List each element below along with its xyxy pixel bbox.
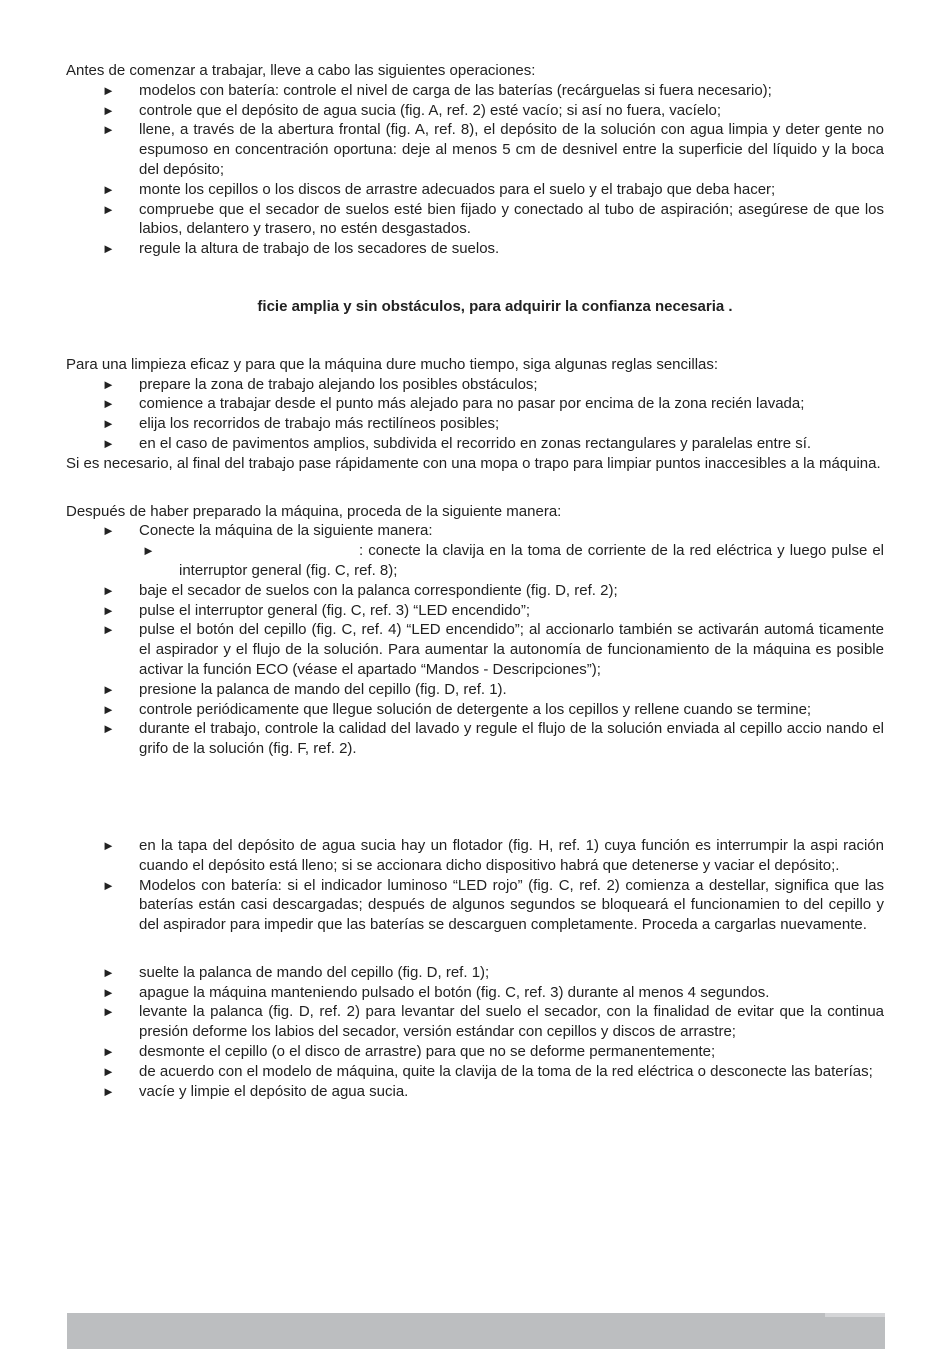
warnings-list [66,836,884,935]
bullet-arrow-icon: ► [102,201,115,217]
footer-notch [825,1313,885,1317]
bullet-arrow-icon: ► [102,1083,115,1099]
list-item: ► llene, a través de la abertura frontal (fig. A, ref. 8), el depósito de la solución con agua limpia y deter gente no espumoso en concentración oportuna: deje al menos 5 cm de desnivel entre la superficie del líquido y la boca del depósito; [102,121,884,178]
list-item: ► elija los recorridos de trabajo más rectilíneos posibles; [102,415,500,433]
list-item: ► pulse el botón del cepillo (fig. C, ref. 4) “LED encendido”; al accionarlo también se activarán automá ticamente el aspirador y el flujo de la solución. Para aumentar la autonomía de funcionamiento de la máquina es posible activar la función ECO (véase el apartado “Mandos - Descripciones”); [102,621,884,678]
bullet-arrow-icon: ► [102,837,115,853]
rules-outro: Si es necesario, al final del trabajo pase rápidamente con una mopa o trapo para limpiar puntos inaccesibles a la máquina. [66,454,881,472]
list-item: ► comience a trabajar desde el punto más alejado para no pasar por encima de la zona recién lavada; [102,395,805,413]
list-item: ► prepare la zona de trabajo alejando los posibles obstáculos; [102,375,538,393]
bullet-arrow-icon: ► [102,396,115,412]
list-item: ► baje el secador de suelos con la palanca correspondiente (fig. D, ref. 2); [102,581,618,599]
bullet-arrow-icon: ► [102,82,115,98]
list-item: ► controle que el depósito de agua sucia (fig. A, ref. 2) esté vacío; si así no fuera, vacíelo; [102,101,722,119]
bullet-arrow-icon: ► [102,102,115,118]
bullet-arrow-icon: ► [142,543,155,559]
bullet-arrow-icon: ► [102,1044,115,1060]
list-item: ► pulse el interruptor general (fig. C, ref. 3) “LED encendido”; [102,601,531,619]
list-item: ► desmonte el cepillo (o el disco de arrastre) para que no se deforme permanentemente; [102,1043,716,1061]
bullet-arrow-icon: ► [102,416,115,432]
bullet-arrow-icon: ► [102,1063,115,1079]
prep-list [66,81,884,259]
list-item: ► en la tapa del depósito de agua sucia hay un flotador (fig. H, ref. 1) cuya función es interrumpir la aspi ración cuando el depósito está lleno; si se accionara dicho dispositivo habrá que detenerse y vaciar el depósito;. [102,836,884,874]
document-page [66,61,884,1101]
note-text: ficie amplia y sin obstáculos, para adquirir la confianza necesaria . [257,297,733,315]
rules-list [66,375,884,454]
sub-list-item: ► : conecte la clavija en la toma de corriente de la red eléctrica y luego pulse el interruptor general (fig. C, ref. 8); [142,542,884,579]
list-item: ► suelte la palanca de mando del cepillo (fig. D, ref. 1); [102,963,490,981]
bullet-arrow-icon: ► [102,877,115,893]
bullet-arrow-icon: ► [102,964,115,980]
list-item: ► regule la altura de trabajo de los secadores de suelos. [102,240,500,258]
bullet-arrow-icon: ► [102,241,115,257]
footer-bar [67,1313,885,1349]
bullet-arrow-icon: ► [102,435,115,451]
operation-list [66,521,884,759]
list-item: ► presione la palanca de mando del cepillo (fig. D, ref. 1). [102,680,507,698]
list-item: ► compruebe que el secador de suelos esté bien fijado y conectado al tubo de aspiración; asegúrese de que los labios, delantero y trasero, no estén desgastados. [102,200,884,238]
list-item: ► levante la palanca (fig. D, ref. 2) para levantar del suelo el secador, con la finalidad de evitar que la continua presión deforme los labios del secador, versión estándar con cepillos y discos de arrastre; [102,1003,884,1041]
end-list [66,963,884,1102]
list-item: ► vacíe y limpie el depósito de agua sucia. [102,1082,409,1100]
list-item: ► durante el trabajo, controle la calidad del lavado y regule el flujo de la solución enviada al cepillo accio nando el grifo de la solución (fig. F, ref. 2). [102,720,884,758]
list-item: ► monte los cepillos o los discos de arrastre adecuados para el suelo y el trabajo que deba hacer; [102,180,776,198]
bullet-arrow-icon: ► [102,582,115,598]
prep-intro: Antes de comenzar a trabajar, lleve a cabo las siguientes operaciones: [66,62,536,79]
list-item: ► de acuerdo con el modelo de máquina, quite la clavija de la toma de la red eléctrica o desconecte las baterías; [102,1062,873,1080]
list-item: ► en el caso de pavimentos amplios, subdivida el recorrido en zonas rectangulares y paralelas entre sí. [102,434,812,452]
bullet-arrow-icon: ► [102,376,115,392]
bullet-arrow-icon: ► [102,721,115,737]
bullet-arrow-icon: ► [102,701,115,717]
bullet-arrow-icon: ► [102,1004,115,1020]
list-item: ► Conecte la máquina de la siguiente manera: [102,522,433,540]
bullet-arrow-icon: ► [102,181,115,197]
bullet-arrow-icon: ► [102,984,115,1000]
list-item: ► controle periódicamente que llegue solución de detergente a los cepillos y rellene cuando se termine; [102,700,812,718]
bullet-arrow-icon: ► [102,602,115,618]
list-item: ► modelos con batería: controle el nivel de carga de las baterías (recárguelas si fuera necesario); [102,81,772,99]
bullet-arrow-icon: ► [102,523,115,539]
bullet-arrow-icon: ► [102,681,115,697]
list-item: ► apague la máquina manteniendo pulsado el botón (fig. C, ref. 3) durante al menos 4 segundos. [102,983,770,1001]
operation-intro: Después de haber preparado la máquina, proceda de la siguiente manera: [66,502,562,520]
list-item: ► Modelos con batería: si el indicador luminoso “LED rojo” (fig. C, ref. 2) comienza a destellar, significa que las baterías están casi descargadas; después de algunos segundos se bloqueará el funcionamien to del cepillo y del aspirador para impedir que las baterías se descarguen completamente. Proceda a cargarlas nuevamente. [102,876,884,934]
bullet-arrow-icon: ► [102,122,115,138]
rules-intro: Para una limpieza eficaz y para que la máquina dure mucho tiempo, siga algunas reglas sencillas: [66,355,719,373]
bullet-arrow-icon: ► [102,622,115,638]
